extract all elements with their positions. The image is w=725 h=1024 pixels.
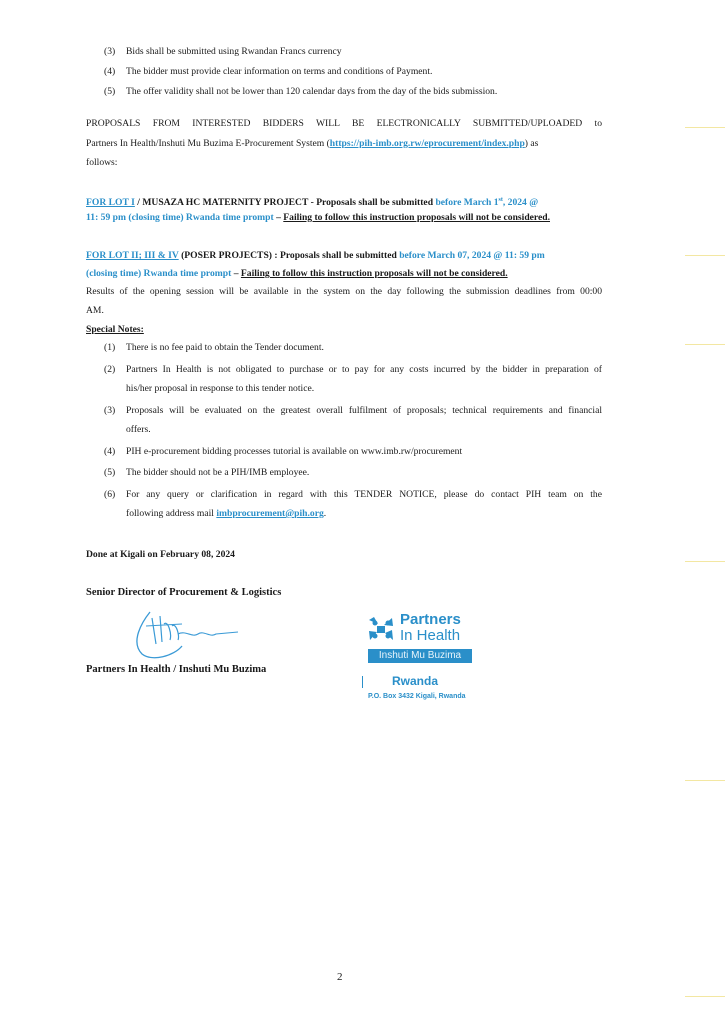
pih-logo-icon <box>366 614 396 644</box>
lot2-line2 <box>86 268 508 280</box>
note-number: (2) <box>104 364 116 375</box>
note-text: Proposals will be evaluated on the greatest overall fulfilment of proposals; technical requirements and financial <box>126 405 602 416</box>
scan-artifact <box>685 255 725 256</box>
condition-number: (3) <box>104 46 116 57</box>
condition-text: The offer validity shall not be lower than 120 calendar days from the day of the bids submission. <box>126 86 498 97</box>
note-item <box>104 489 602 501</box>
note-text: For any query or clarification in regard with this TENDER NOTICE, please do contact PIH team on the <box>126 489 602 500</box>
scan-artifact <box>685 780 725 781</box>
lot2-title: (POSER PROJECTS) : Proposals shall be submitted <box>178 250 400 261</box>
lot1-deadline-sup: st <box>498 197 503 203</box>
condition-number: (4) <box>104 66 116 77</box>
note-text: Partners In Health is not obligated to purchase or to pay for any costs incurred by the bidder in preparation of <box>126 364 602 375</box>
lot1-label-link[interactable]: FOR LOT I <box>86 197 135 209</box>
signatory-title: Senior Director of Procurement & Logistics <box>86 587 282 598</box>
note-number: (5) <box>104 467 116 478</box>
submission-text: ) as <box>524 138 539 149</box>
stamp-band: Inshuti Mu Buzima <box>368 649 472 663</box>
lot2-time: (closing time) Rwanda time prompt <box>86 268 232 279</box>
scan-artifact <box>685 996 725 997</box>
note-text: following address mail <box>126 508 217 519</box>
note-text: . <box>323 508 327 519</box>
special-notes-heading: Special Notes: <box>86 324 144 335</box>
condition-text: Bids shall be submitted using Rwandan Francs currency <box>126 46 342 57</box>
lot1-line2 <box>86 212 550 224</box>
note-text: The bidder should not be a PIH/IMB employee. <box>126 467 310 478</box>
lot1-time: 11: 59 pm (closing time) Rwanda time prompt <box>86 212 274 223</box>
stamp-address: P.O. Box 3432 Kigali, Rwanda <box>368 693 466 700</box>
lot2-line1 <box>86 250 545 262</box>
scan-artifact <box>685 561 725 562</box>
note-text-cont <box>126 508 326 520</box>
lot1-title: / MUSAZA HC MATERNITY PROJECT - Proposals shall be submitted <box>134 197 436 209</box>
note-item <box>104 405 602 417</box>
lot1-dash: – <box>273 212 284 223</box>
lot1-warning: Failing to follow this instruction proposals will not be considered. <box>283 212 550 223</box>
note-number: (4) <box>104 446 116 457</box>
organization-stamp <box>362 610 478 706</box>
lot2-warning: Failing to follow this instruction proposals will not be considered. <box>240 268 508 279</box>
submission-line3: follows: <box>86 157 118 168</box>
scan-artifact <box>685 127 725 128</box>
stamp-name-line1: Partners <box>400 611 461 628</box>
lot1-deadline: before March 1 <box>435 197 499 209</box>
signatory-organization: Partners In Health / Inshuti Mu Buzima <box>86 664 267 675</box>
signature-image <box>112 604 252 664</box>
note-number: (1) <box>104 342 116 353</box>
eprocurement-link[interactable]: https://pih-imb.org.rw/eprocurement/index.php <box>329 138 525 149</box>
condition-item <box>104 66 432 78</box>
note-number: (6) <box>104 489 116 500</box>
note-item <box>104 467 309 479</box>
note-text: There is no fee paid to obtain the Tender document. <box>126 342 324 353</box>
results-line1: Results of the opening session will be available in the system on the day following the submission deadlines from 00:00 <box>86 286 602 297</box>
done-at-line: Done at Kigali on February 08, 2024 <box>86 549 235 560</box>
submission-line2 <box>86 138 538 150</box>
stamp-name-line2: In Health <box>400 627 461 644</box>
note-text-cont: his/her proposal in response to this tender notice. <box>126 383 315 394</box>
lot2-deadline: before March 07, 2024 @ 11: 59 pm <box>399 250 545 261</box>
scan-artifact <box>685 344 725 345</box>
condition-item <box>104 86 497 98</box>
page-number: 2 <box>337 971 343 983</box>
lot2-dash: – <box>231 268 241 279</box>
note-item <box>104 446 462 458</box>
submission-text: Partners In Health/Inshuti Mu Buzima E-Procurement System ( <box>86 138 330 149</box>
note-item <box>104 342 324 354</box>
submission-line1: PROPOSALS FROM INTERESTED BIDDERS WILL BE ELECTRONICALLY SUBMITTED/UPLOADED to <box>86 118 602 129</box>
note-text: PIH e-procurement bidding processes tutorial is available on www.imb.rw/procurement <box>126 446 463 457</box>
results-line2: AM. <box>86 305 104 316</box>
stamp-divider <box>362 676 363 688</box>
procurement-email-link[interactable]: imbprocurement@pih.org <box>216 508 324 519</box>
lot1-deadline: , 2024 @ <box>502 197 539 209</box>
note-text-cont: offers. <box>126 424 151 435</box>
note-item <box>104 364 602 376</box>
stamp-country: Rwanda <box>392 674 439 688</box>
condition-number: (5) <box>104 86 116 97</box>
lot2-label-link[interactable]: FOR LOT II; III & IV <box>86 250 179 261</box>
condition-text: The bidder must provide clear information on terms and conditions of Payment. <box>126 66 433 77</box>
lot1-line1 <box>86 194 538 209</box>
note-number: (3) <box>104 405 116 416</box>
condition-item <box>104 46 342 58</box>
